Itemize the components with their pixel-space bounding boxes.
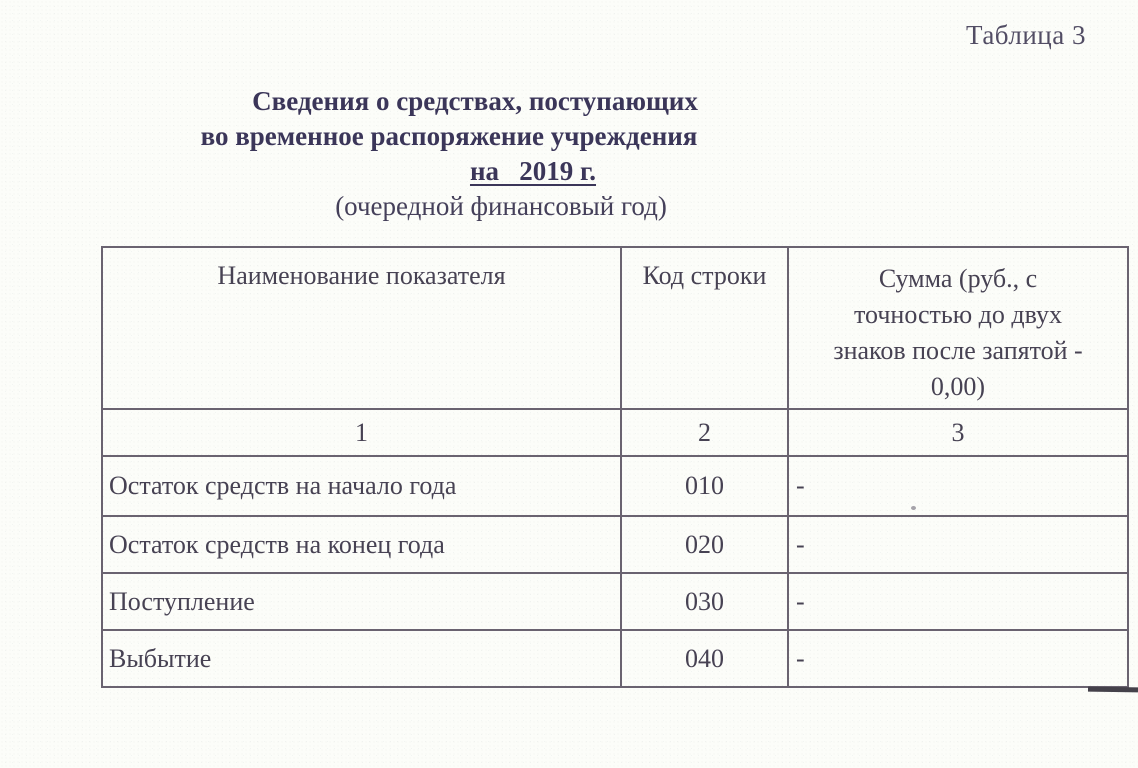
column-number-row [102,409,1128,456]
row-name-cell: Остаток средств на конец года [102,516,621,573]
table-number-label: Таблица 3 [966,20,1086,50]
row-name-cell: Остаток средств на начало года [102,456,621,516]
document-title [150,84,800,224]
title-line-2: во временное распоряжение учреждения [200,121,698,151]
header-cell-sum [788,247,1128,409]
table-row [102,630,1128,687]
header-sum-line-1: Сумма (руб., с [878,264,1038,293]
column-number-3: 3 [788,409,1128,456]
table-row [102,573,1128,630]
row-name-cell: Поступление [102,573,621,630]
row-code-cell: 020 [621,516,788,573]
row-sum-cell: - [788,630,1128,687]
header-cell-line-code: Код строки [621,247,788,409]
row-code-cell: 040 [621,630,788,687]
column-number-1: 1 [102,409,621,456]
title-line-1: Сведения о средствах, поступающих [252,86,698,116]
row-sum-cell: - [788,573,1128,630]
scan-artifact [911,506,916,510]
row-sum-cell: - [788,516,1128,573]
row-code-cell: 010 [621,456,788,516]
header-sum-line-4: 0,00) [930,372,986,401]
column-number-2: 2 [621,409,788,456]
row-code-cell: 030 [621,573,788,630]
table-row [102,516,1128,573]
title-line-subtext: (очередной финансовый год) [335,191,667,221]
row-sum-cell: - [788,456,1128,516]
header-sum-line-2: точностью до двух [853,300,1062,329]
report-table [101,246,1129,688]
row-name-cell: Выбытие [102,630,621,687]
scan-artifact [1088,687,1138,693]
title-line-year: на 2019 г. [469,156,597,186]
header-sum-line-3: знаков после запятой - [833,336,1083,365]
header-cell-indicator-name: Наименование показателя [102,247,621,409]
table-row [102,456,1128,516]
table-header-row [102,247,1128,409]
